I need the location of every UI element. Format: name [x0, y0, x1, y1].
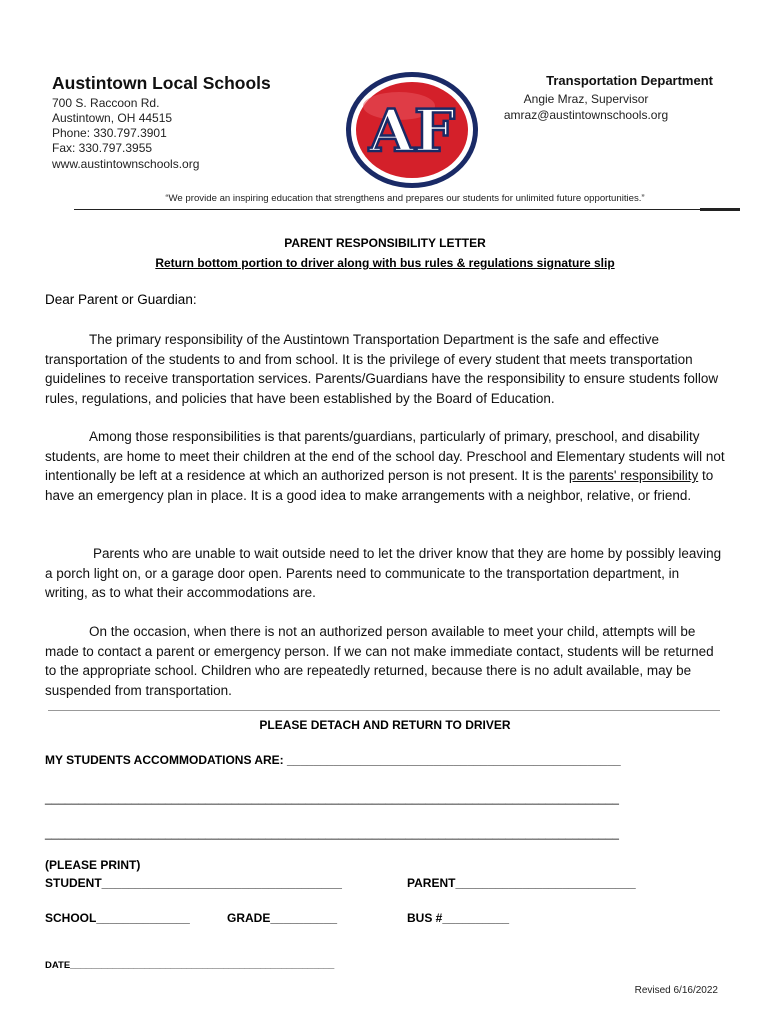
accommodations-label: MY STUDENTS ACCOMMODATIONS ARE:	[45, 753, 287, 767]
student-row	[45, 876, 342, 890]
school-row	[45, 911, 190, 925]
student-name-field[interactable]: ____________________________________	[101, 876, 342, 890]
bus-number-field[interactable]: __________	[442, 911, 510, 925]
date-row	[45, 960, 334, 971]
fax-number: Fax: 330.797.3955	[52, 141, 153, 155]
date-label: DATE	[45, 960, 71, 971]
accommodations-row	[45, 753, 621, 767]
parent-label: PARENT	[407, 876, 456, 890]
grade-field[interactable]: __________	[270, 911, 338, 925]
paragraph-3-text: Parents who are unable to wait outside need to let the driver know that they are home by possibly leaving a porch light on, or a garage door open. Parents need to communicate to the transportation department, in writing, as to what their accommodations are.	[45, 546, 722, 600]
paragraph-1-text: The primary responsibility of the Austintown Transportation Department is the safe and effective transportation of the students to and from school. It is the privilege of every student that meets transportation guidelines to receive transportation services. Parents/Guardians have the responsibility to ensure students follow rules, regulations, and policies that have been established by the Board of Education.	[45, 332, 719, 406]
parent-row	[407, 876, 636, 890]
accommodations-line-2[interactable]: ______________________________________________________________________________________	[45, 791, 619, 805]
accommodations-field[interactable]: __________________________________________________	[287, 753, 621, 767]
address-line-2: Austintown, OH 44515	[52, 111, 173, 125]
parent-name-field[interactable]: ___________________________	[455, 876, 636, 890]
website-link: www.austintownschools.org	[52, 157, 200, 171]
bus-row	[407, 911, 509, 925]
school-logo	[344, 66, 480, 194]
grade-label: GRADE	[227, 911, 271, 925]
bus-label: BUS #	[407, 911, 443, 925]
paragraph-2	[45, 427, 725, 505]
paragraph-4-text: On the occasion, when there is not an authorized person available to meet your child, attempts will be made to contact a parent or emergency person. If we can not make immediate contact, students will be returned to the appropriate school. Children who are repeatedly returned, because there is no adult available, may be suspended from transportation.	[45, 624, 714, 698]
student-label: STUDENT	[45, 876, 102, 890]
supervisor-email: amraz@austintownschools.org	[503, 108, 669, 122]
school-field[interactable]: ______________	[96, 911, 190, 925]
salutation: Dear Parent or Guardian:	[45, 292, 197, 307]
paragraph-3	[45, 544, 725, 603]
logo-lettering: AF	[368, 97, 456, 165]
please-print-note: (PLEASE PRINT)	[45, 858, 141, 872]
af-logo-icon	[344, 66, 480, 194]
grade-row	[227, 911, 337, 925]
mission-statement: “We provide an inspiring education that strengthens and prepares our students for unlimited future opportunities.”	[165, 193, 645, 204]
school-name: Austintown Local Schools	[52, 73, 271, 93]
supervisor-name: Angie Mraz, Supervisor	[523, 92, 649, 106]
header-rule	[74, 209, 740, 210]
header-rule-accent	[700, 208, 740, 211]
phone-number: Phone: 330.797.3901	[52, 126, 167, 140]
detach-divider	[48, 710, 720, 711]
paragraph-1	[45, 330, 725, 408]
accommodations-line-3[interactable]: ______________________________________________________________________________________	[45, 826, 619, 840]
letter-title: PARENT RESPONSIBILITY LETTER	[284, 236, 486, 250]
address-line-1: 700 S. Raccoon Rd.	[52, 96, 160, 110]
revised-date: Revised 6/16/2022	[634, 985, 718, 996]
paragraph-2-text-b: to have an emergency plan in place. It is a good idea to make arrangements with a neighbor, relative, or friend.	[45, 468, 714, 503]
letter-subtitle: Return bottom portion to driver along with bus rules & regulations signature slip	[155, 256, 615, 270]
department-name: Transportation Department	[546, 73, 713, 88]
paragraph-4	[45, 622, 725, 700]
school-label: SCHOOL	[45, 911, 97, 925]
paragraph-2-text-a: Among those responsibilities is that parents/guardians, particularly of primary, preschool, and disability students, are home to meet their children at the end of the school day. Preschool and Elementary students will not intentionally be left at a residence at which an authorized person is not present. It is the	[45, 429, 725, 483]
parents-responsibility-underlined: parents' responsibility	[568, 468, 699, 483]
date-field[interactable]: __________________________________________________	[70, 960, 335, 971]
detach-heading: PLEASE DETACH AND RETURN TO DRIVER	[259, 718, 511, 732]
